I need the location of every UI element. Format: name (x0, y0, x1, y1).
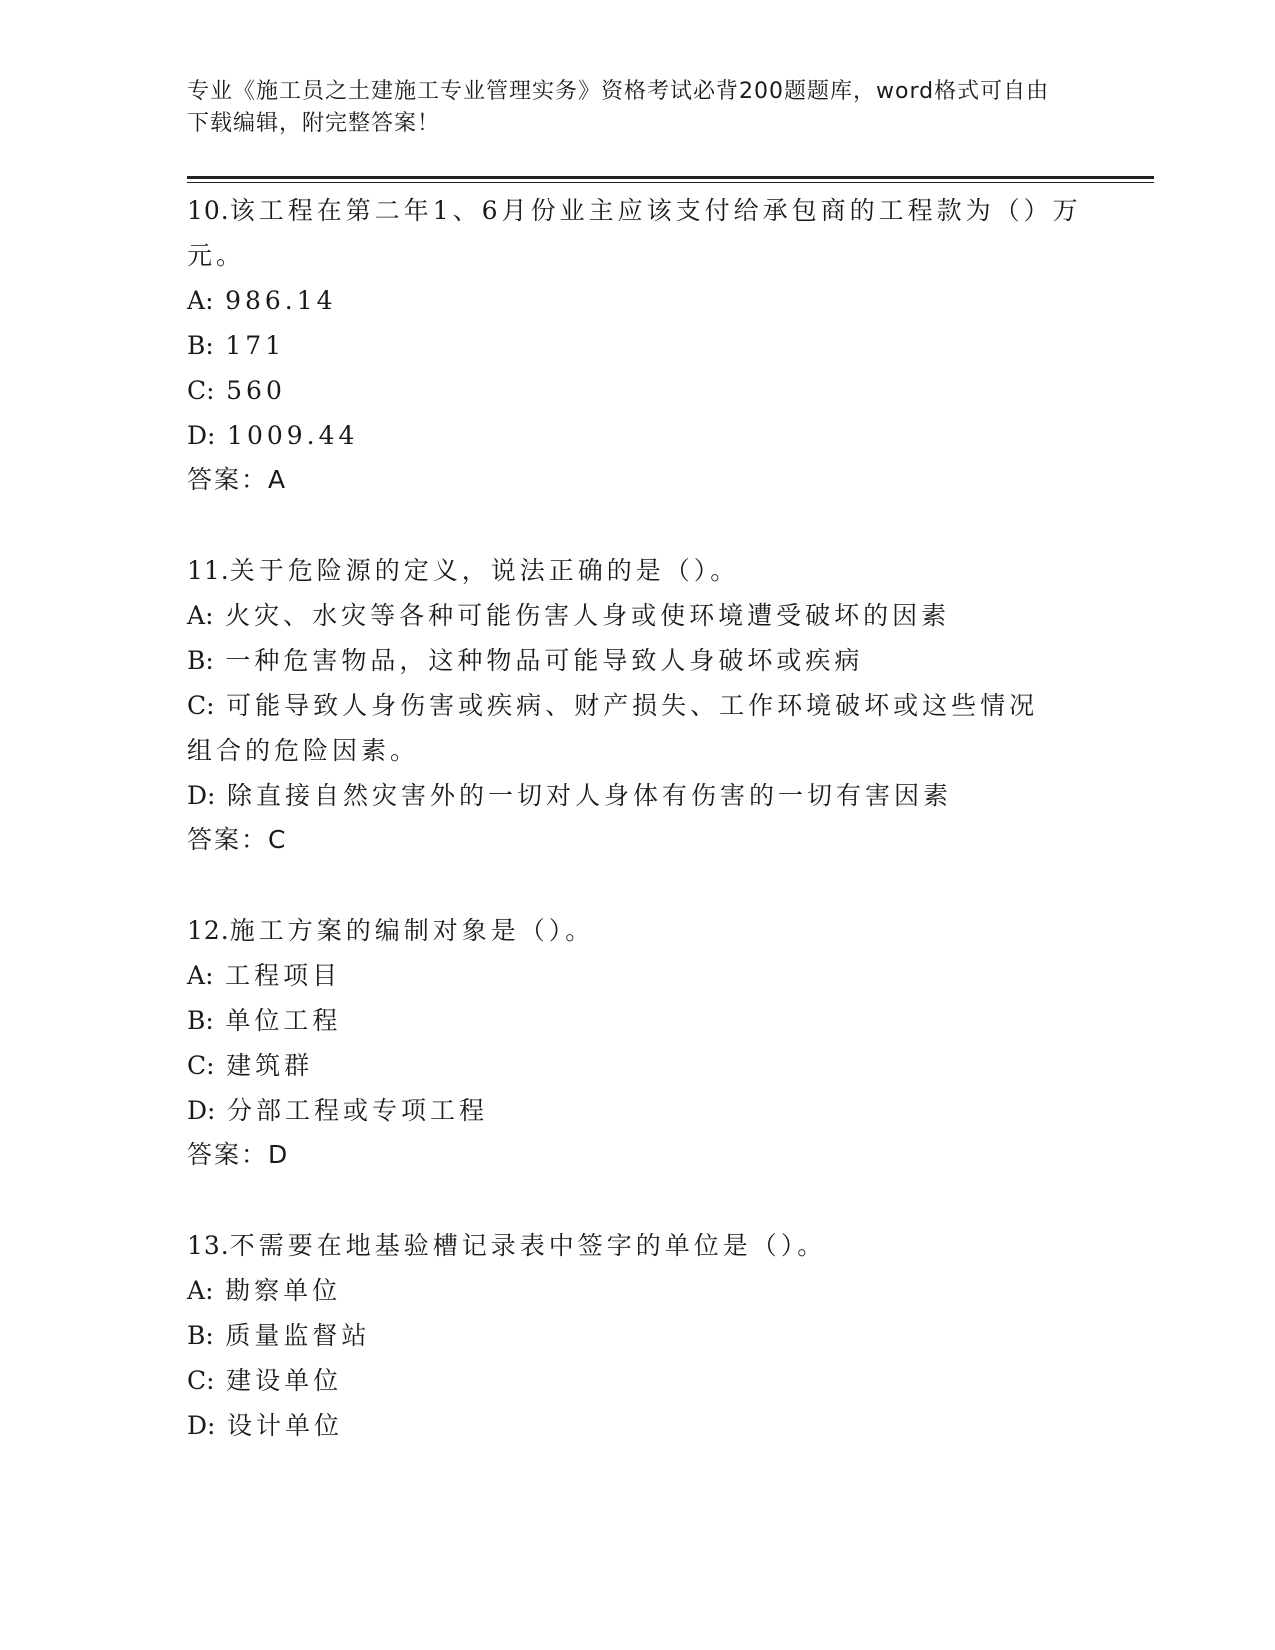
question-number: 12. (187, 916, 230, 945)
option-text: 986.14 (225, 286, 337, 315)
option-colon: : (205, 331, 214, 360)
question-10 (187, 188, 1087, 502)
option-text: 质量监督站 (225, 1321, 371, 1350)
option-d (187, 773, 1087, 818)
option-text: 除直接自然灾害外的一切对人身体有伤害的一切有害因素 (227, 781, 953, 810)
answer-line (187, 1133, 1087, 1177)
option-key: B (187, 1321, 206, 1350)
option-key: D (187, 781, 208, 810)
option-key: B (187, 1006, 206, 1035)
option-text: 单位工程 (225, 1006, 342, 1035)
answer-line (187, 818, 1087, 862)
option-c (187, 683, 1047, 773)
answer-label: 答案： (187, 465, 269, 494)
option-colon: : (205, 961, 214, 990)
question-stem (187, 548, 1087, 593)
answer-value: A (268, 465, 288, 494)
document-header: 专业《施工员之土建施工专业管理实务》资格考试必背200题题库，word格式可自由下载编辑，附完整答案！ (187, 79, 1050, 136)
option-colon: : (206, 1366, 215, 1395)
question-number: 13. (187, 1231, 230, 1260)
option-colon: : (205, 1006, 214, 1035)
option-b (187, 1313, 1087, 1358)
question-stem (187, 188, 1087, 278)
question-text: 该工程在第二年1、6月份业主应该支付给承包商的工程款为（）万元。 (187, 196, 1082, 270)
option-colon: : (205, 1276, 214, 1305)
option-colon: : (205, 646, 214, 675)
option-key: C (187, 691, 207, 720)
option-c (187, 1358, 1087, 1403)
option-text: 一种危害物品，这种物品可能导致人身破坏或疾病 (225, 646, 864, 675)
option-key: B (187, 331, 206, 360)
option-b (187, 323, 1087, 368)
option-key: A (187, 961, 206, 990)
option-key: C (187, 1366, 207, 1395)
option-text: 建筑群 (226, 1051, 314, 1080)
header-divider-thick (187, 176, 1154, 179)
option-colon: : (205, 286, 214, 315)
question-12 (187, 908, 1087, 1177)
question-list (187, 188, 1087, 1494)
option-text: 560 (226, 376, 286, 405)
option-key: A (187, 286, 206, 315)
question-number: 10. (187, 196, 230, 225)
question-number: 11. (187, 556, 230, 585)
option-text: 171 (225, 331, 286, 360)
question-13 (187, 1223, 1087, 1448)
option-d (187, 1088, 1087, 1133)
option-text: 设计单位 (227, 1411, 344, 1440)
option-text: 工程项目 (225, 961, 342, 990)
option-key: D (187, 1096, 208, 1125)
option-a (187, 278, 1087, 323)
option-text: 可能导致人身伤害或疾病、财产损失、工作环境破坏或这些情况组合的危险因素。 (187, 691, 1039, 765)
answer-label: 答案： (187, 825, 269, 854)
option-colon: : (207, 421, 216, 450)
option-key: D (187, 421, 208, 450)
option-key: A (187, 601, 206, 630)
question-text: 关于危险源的定义，说法正确的是（）。 (229, 556, 740, 585)
option-key: D (187, 1411, 208, 1440)
option-key: C (187, 376, 207, 405)
question-stem (187, 908, 1087, 953)
option-c (187, 1043, 1087, 1088)
answer-value: C (268, 825, 288, 854)
option-key: B (187, 646, 206, 675)
question-11 (187, 548, 1087, 862)
option-colon: : (207, 1096, 216, 1125)
option-text: 建设单位 (226, 1366, 343, 1395)
option-text: 分部工程或专项工程 (227, 1096, 489, 1125)
answer-line (187, 458, 1087, 502)
option-text: 1009.44 (227, 421, 359, 450)
option-a (187, 593, 1087, 638)
option-colon: : (206, 376, 215, 405)
option-key: C (187, 1051, 207, 1080)
answer-value: D (268, 1140, 290, 1169)
option-b (187, 638, 1087, 683)
option-b (187, 998, 1087, 1043)
option-d (187, 1403, 1087, 1448)
option-d (187, 413, 1087, 458)
option-text: 火灾、水灾等各种可能伤害人身或使环境遭受破坏的因素 (225, 601, 951, 630)
option-colon: : (206, 691, 215, 720)
header-divider-thin (187, 182, 1154, 183)
option-colon: : (205, 601, 214, 630)
question-stem (187, 1223, 1087, 1268)
answer-label: 答案： (187, 1140, 269, 1169)
option-key: A (187, 1276, 206, 1305)
option-colon: : (205, 1321, 214, 1350)
question-text: 不需要在地基验槽记录表中签字的单位是（）。 (229, 1231, 827, 1260)
option-text: 勘察单位 (225, 1276, 342, 1305)
option-a (187, 1268, 1087, 1313)
option-a (187, 953, 1087, 998)
question-text: 施工方案的编制对象是（）。 (229, 916, 595, 945)
option-colon: : (207, 1411, 216, 1440)
option-colon: : (206, 1051, 215, 1080)
option-c (187, 368, 1087, 413)
option-colon: : (207, 781, 216, 810)
